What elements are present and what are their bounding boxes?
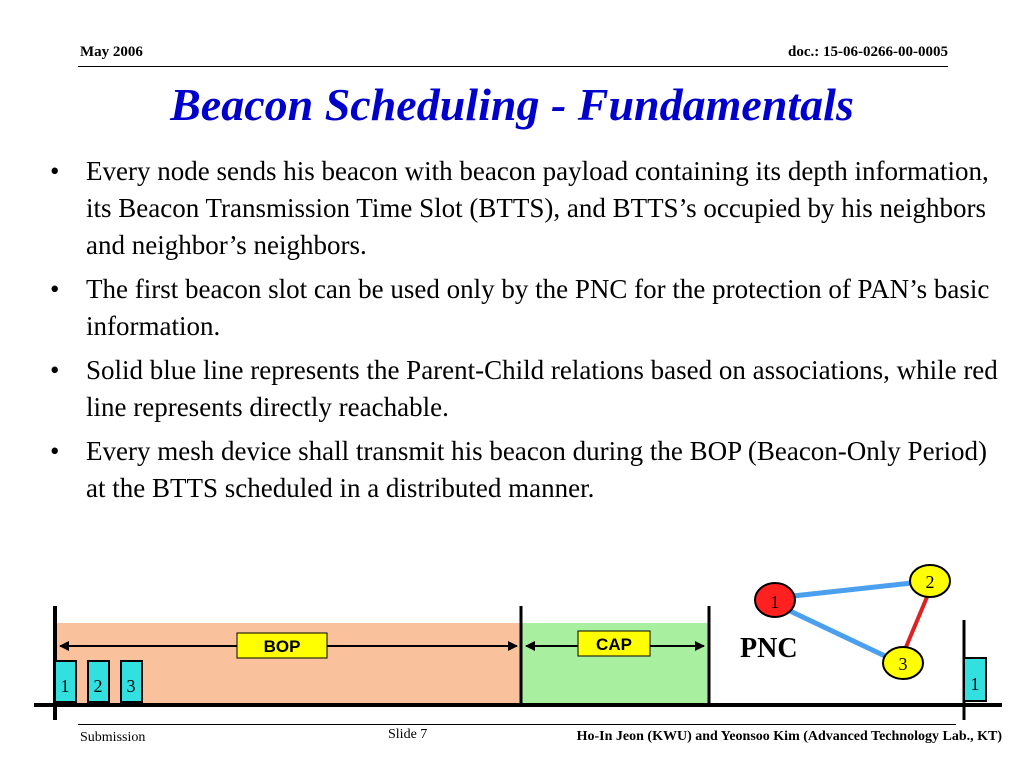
footer-authors: Ho-In Jeon (KWU) and Yeonsoo Kim (Advanced Technology Lab., KT): [576, 729, 1002, 744]
header-doc-id: doc.: 15-06-0266-00-0005: [788, 44, 948, 60]
bullet-text: Every mesh device shall transmit his beacon during the BOP (Beacon-Only Period) at the BTTS scheduled in a distributed manner.: [86, 436, 988, 503]
bullet-text: The first beacon slot can be used only by the PNC for the protection of PAN’s basic information.: [86, 274, 990, 341]
footer-submission: Submission: [80, 730, 146, 745]
beacon-slot-2-label: 2: [93, 676, 103, 696]
footer-slide-number: Slide 7: [388, 727, 428, 742]
beacon-slot-3-label: 3: [126, 676, 136, 696]
footer-rule: [78, 724, 956, 725]
link-1-3-blue: [790, 611, 885, 656]
bullet-text: Solid blue line represents the Parent-Child relations based on associations, while red line represents directly reachable.: [86, 355, 998, 422]
pnc-label: PNC: [740, 633, 798, 664]
node-pnc-label: 1: [770, 592, 780, 612]
bullet-dot: •: [50, 436, 60, 466]
link-2-3-red: [906, 597, 927, 647]
header-date: May 2006: [80, 44, 143, 60]
link-1-2-blue: [793, 583, 912, 596]
cap-label: CAP: [596, 635, 632, 654]
beacon-slot-1-label: 1: [60, 676, 70, 696]
bullet-dot: •: [50, 355, 60, 385]
bullet-text: Every node sends his beacon with beacon payload containing its depth information, its Beacon Transmission Time Slot (BTTS), and BTTS’s occupied by his neighbors and neighbor’s neighbors.: [86, 156, 989, 260]
bullet-dot: •: [50, 274, 60, 304]
slide-title: Beacon Scheduling - Fundamentals: [170, 79, 854, 130]
node-2-label: 2: [925, 572, 935, 592]
bop-label: BOP: [263, 637, 301, 656]
next-beacon-slot-label: 1: [970, 674, 980, 694]
bullet-dot: •: [50, 156, 60, 186]
node-3-label: 3: [898, 654, 908, 674]
